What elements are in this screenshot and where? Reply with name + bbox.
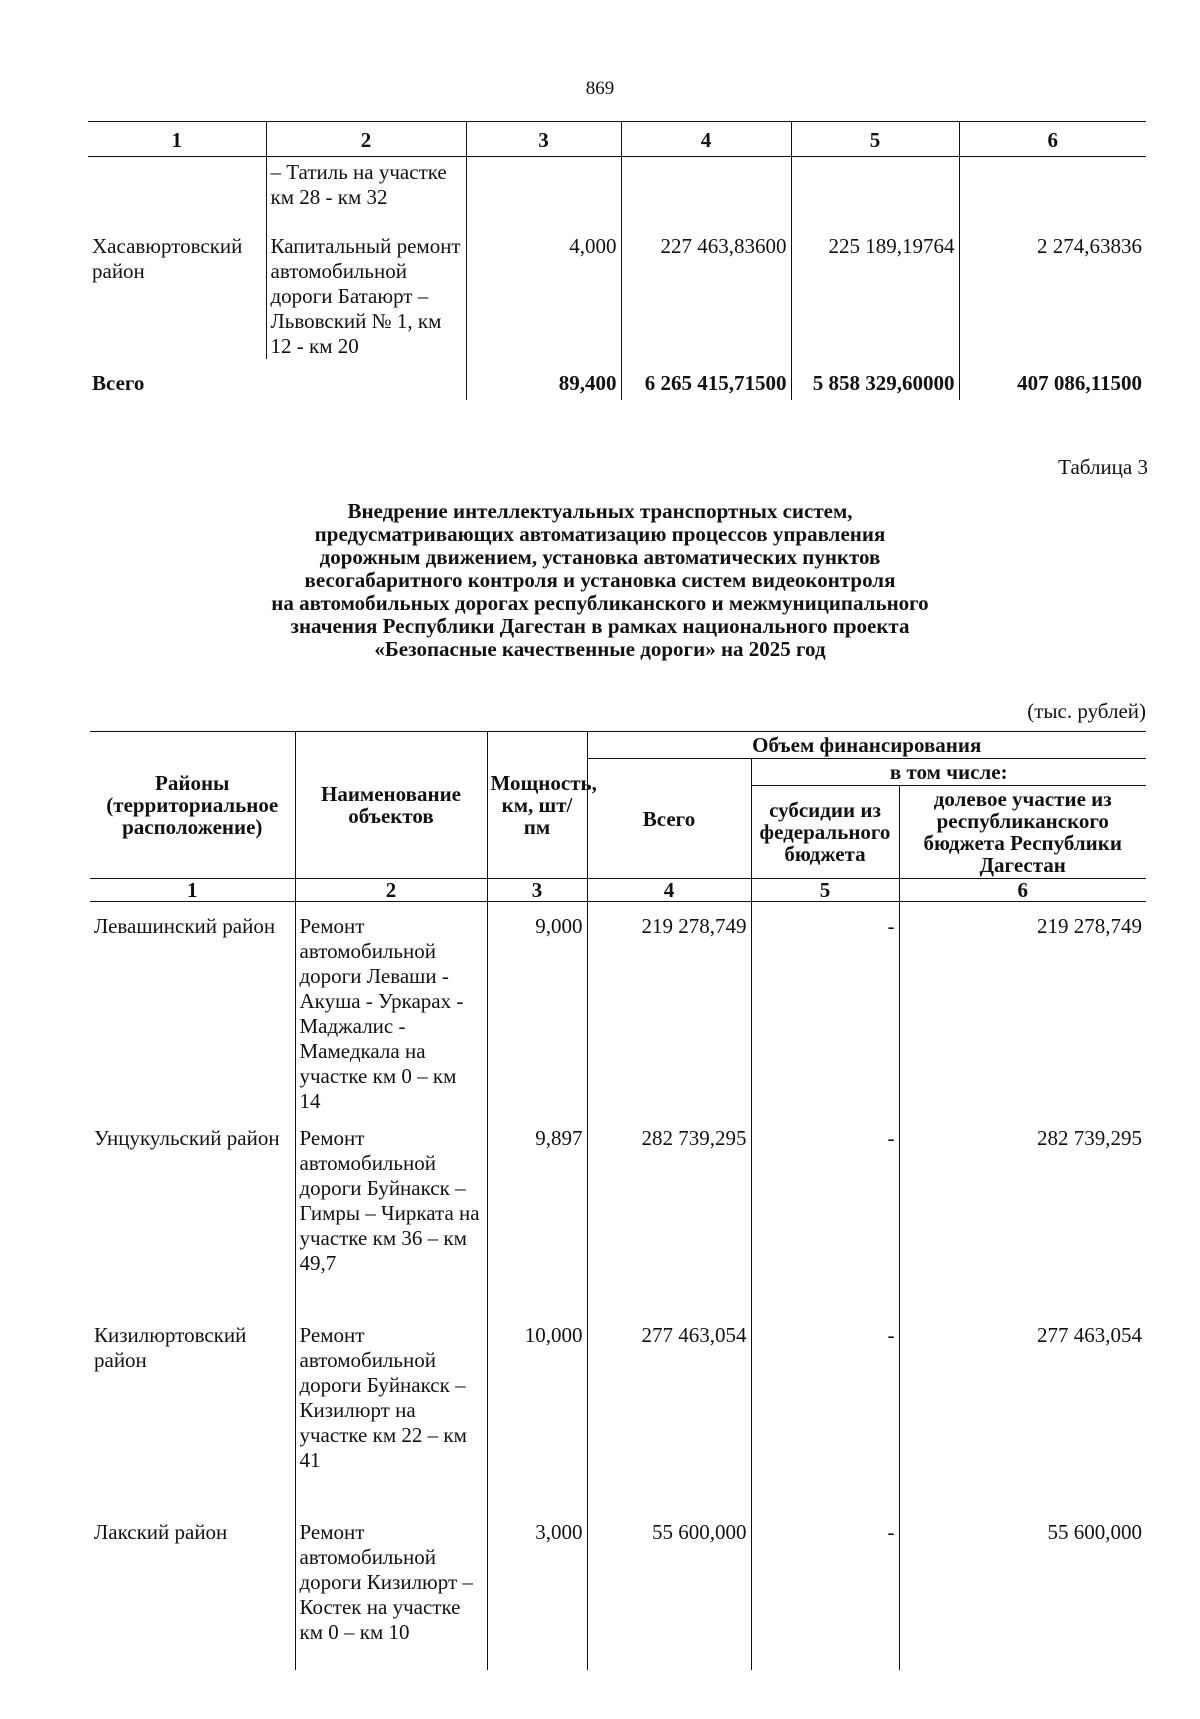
header-object: Наименование объектов [295, 732, 487, 879]
column-number: 5 [751, 879, 899, 902]
column-number: 1 [88, 122, 266, 157]
total-label: Всего [92, 371, 145, 395]
regional-cell: 55 600,000 [899, 1508, 1146, 1670]
units-note: (тыс. рублей) [1027, 699, 1146, 723]
column-number: 3 [487, 879, 587, 902]
district-cell [88, 157, 266, 235]
total-cell: 277 463,054 [587, 1311, 751, 1508]
object-cell: Ремонт автомобильной дороги Буйнакск – Гимры – Чирката на участке км 36 – км 49,7 [295, 1114, 487, 1311]
main-table [90, 731, 1146, 1670]
federal-cell [791, 157, 959, 235]
title-line: «Безопасные качественные дороги» на 2025 год [374, 637, 826, 661]
table-row [90, 902, 1146, 1115]
federal-cell: - [751, 1114, 899, 1311]
total-cell [621, 157, 791, 235]
title-line: весогабаритного контроля и установка систем видеоконтроля [304, 568, 896, 592]
district-cell: Хасавюртовский район [92, 234, 243, 283]
federal-cell: 225 189,19764 [791, 234, 959, 359]
object-cell: Ремонт автомобильной дороги Кизилюрт – Костек на участке км 0 – км 10 [295, 1508, 487, 1670]
table-row [90, 1508, 1146, 1670]
title-line: предусматривающих автоматизацию процессов управления [314, 522, 886, 546]
continuation-table [88, 121, 1146, 400]
column-number: 4 [587, 879, 751, 902]
object-cell: – Татиль на участке км 28 - км 32 [266, 157, 466, 235]
column-number-row [88, 122, 1146, 157]
table-label: Таблица 3 [1058, 455, 1148, 479]
column-number: 4 [621, 122, 791, 157]
capacity-cell [466, 157, 621, 235]
total-row [88, 359, 1146, 400]
regional-cell: 219 278,749 [899, 902, 1146, 1115]
sum-total: 6 265 415,71500 [621, 359, 791, 400]
table-row [90, 1114, 1146, 1311]
title-line: на автомобильных дорогах республиканского и межмуниципального [271, 591, 929, 615]
title-line: дорожным движением, установка автоматических пунктов [319, 545, 881, 569]
column-number: 5 [791, 122, 959, 157]
table-title [150, 500, 1050, 661]
federal-cell: - [751, 902, 899, 1115]
header-district: Районы (территориальное расположение) [90, 732, 295, 879]
title-line: значения Республики Дагестан в рамках национального проекта [290, 614, 910, 638]
column-number: 6 [959, 122, 1146, 157]
table-row [88, 234, 1146, 359]
district-cell: Кизилюртовский район [90, 1311, 295, 1508]
regional-cell [959, 157, 1146, 235]
district-cell: Унцукульский район [90, 1114, 295, 1311]
table-row [90, 1311, 1146, 1508]
header-total: Всего [587, 759, 751, 879]
column-number: 3 [466, 122, 621, 157]
capacity-cell: 4,000 [466, 234, 621, 359]
federal-cell: - [751, 1311, 899, 1508]
object-cell: Ремонт автомобильной дороги Леваши - Акуша - Уркарах - Маджалис - Мамедкала на участке км 0 – км 14 [295, 902, 487, 1115]
capacity-cell: 9,897 [487, 1114, 587, 1311]
regional-cell: 2 274,63836 [959, 234, 1146, 359]
header-row [90, 732, 1146, 759]
header-capacity: Мощность, км, шт/пм [487, 732, 587, 879]
table-row [88, 157, 1146, 235]
capacity-total: 89,400 [466, 359, 621, 400]
header-federal: субсидии из федерального бюджета [751, 786, 899, 879]
header-including: в том числе: [751, 759, 1146, 786]
capacity-cell: 3,000 [487, 1508, 587, 1670]
federal-cell: - [751, 1508, 899, 1670]
total-cell: 282 739,295 [587, 1114, 751, 1311]
total-cell: 55 600,000 [587, 1508, 751, 1670]
title-line: Внедрение интеллектуальных транспортных систем, [347, 499, 853, 523]
regional-cell: 277 463,054 [899, 1311, 1146, 1508]
column-number: 2 [266, 122, 466, 157]
column-number: 6 [899, 879, 1146, 902]
capacity-cell: 10,000 [487, 1311, 587, 1508]
header-financing: Объем финансирования [587, 732, 1146, 759]
object-cell: Капитальный ремонт автомобильной дороги Батаюрт – Львовский № 1, км 12 - км 20 [266, 234, 466, 359]
column-number: 1 [90, 879, 295, 902]
regional-total: 407 086,11500 [959, 359, 1146, 400]
object-cell: Ремонт автомобильной дороги Буйнакск – Кизилюрт на участке км 22 – км 41 [295, 1311, 487, 1508]
column-number-row [90, 879, 1146, 902]
column-number: 2 [295, 879, 487, 902]
federal-total: 5 858 329,60000 [791, 359, 959, 400]
total-cell: 227 463,83600 [621, 234, 791, 359]
district-cell: Лакский район [90, 1508, 295, 1670]
header-regional: долевое участие из республиканского бюджета Республики Дагестан [899, 786, 1146, 879]
capacity-cell: 9,000 [487, 902, 587, 1115]
district-cell: Левашинский район [90, 902, 295, 1115]
regional-cell: 282 739,295 [899, 1114, 1146, 1311]
page-number: 869 [585, 78, 615, 99]
total-cell: 219 278,749 [587, 902, 751, 1115]
